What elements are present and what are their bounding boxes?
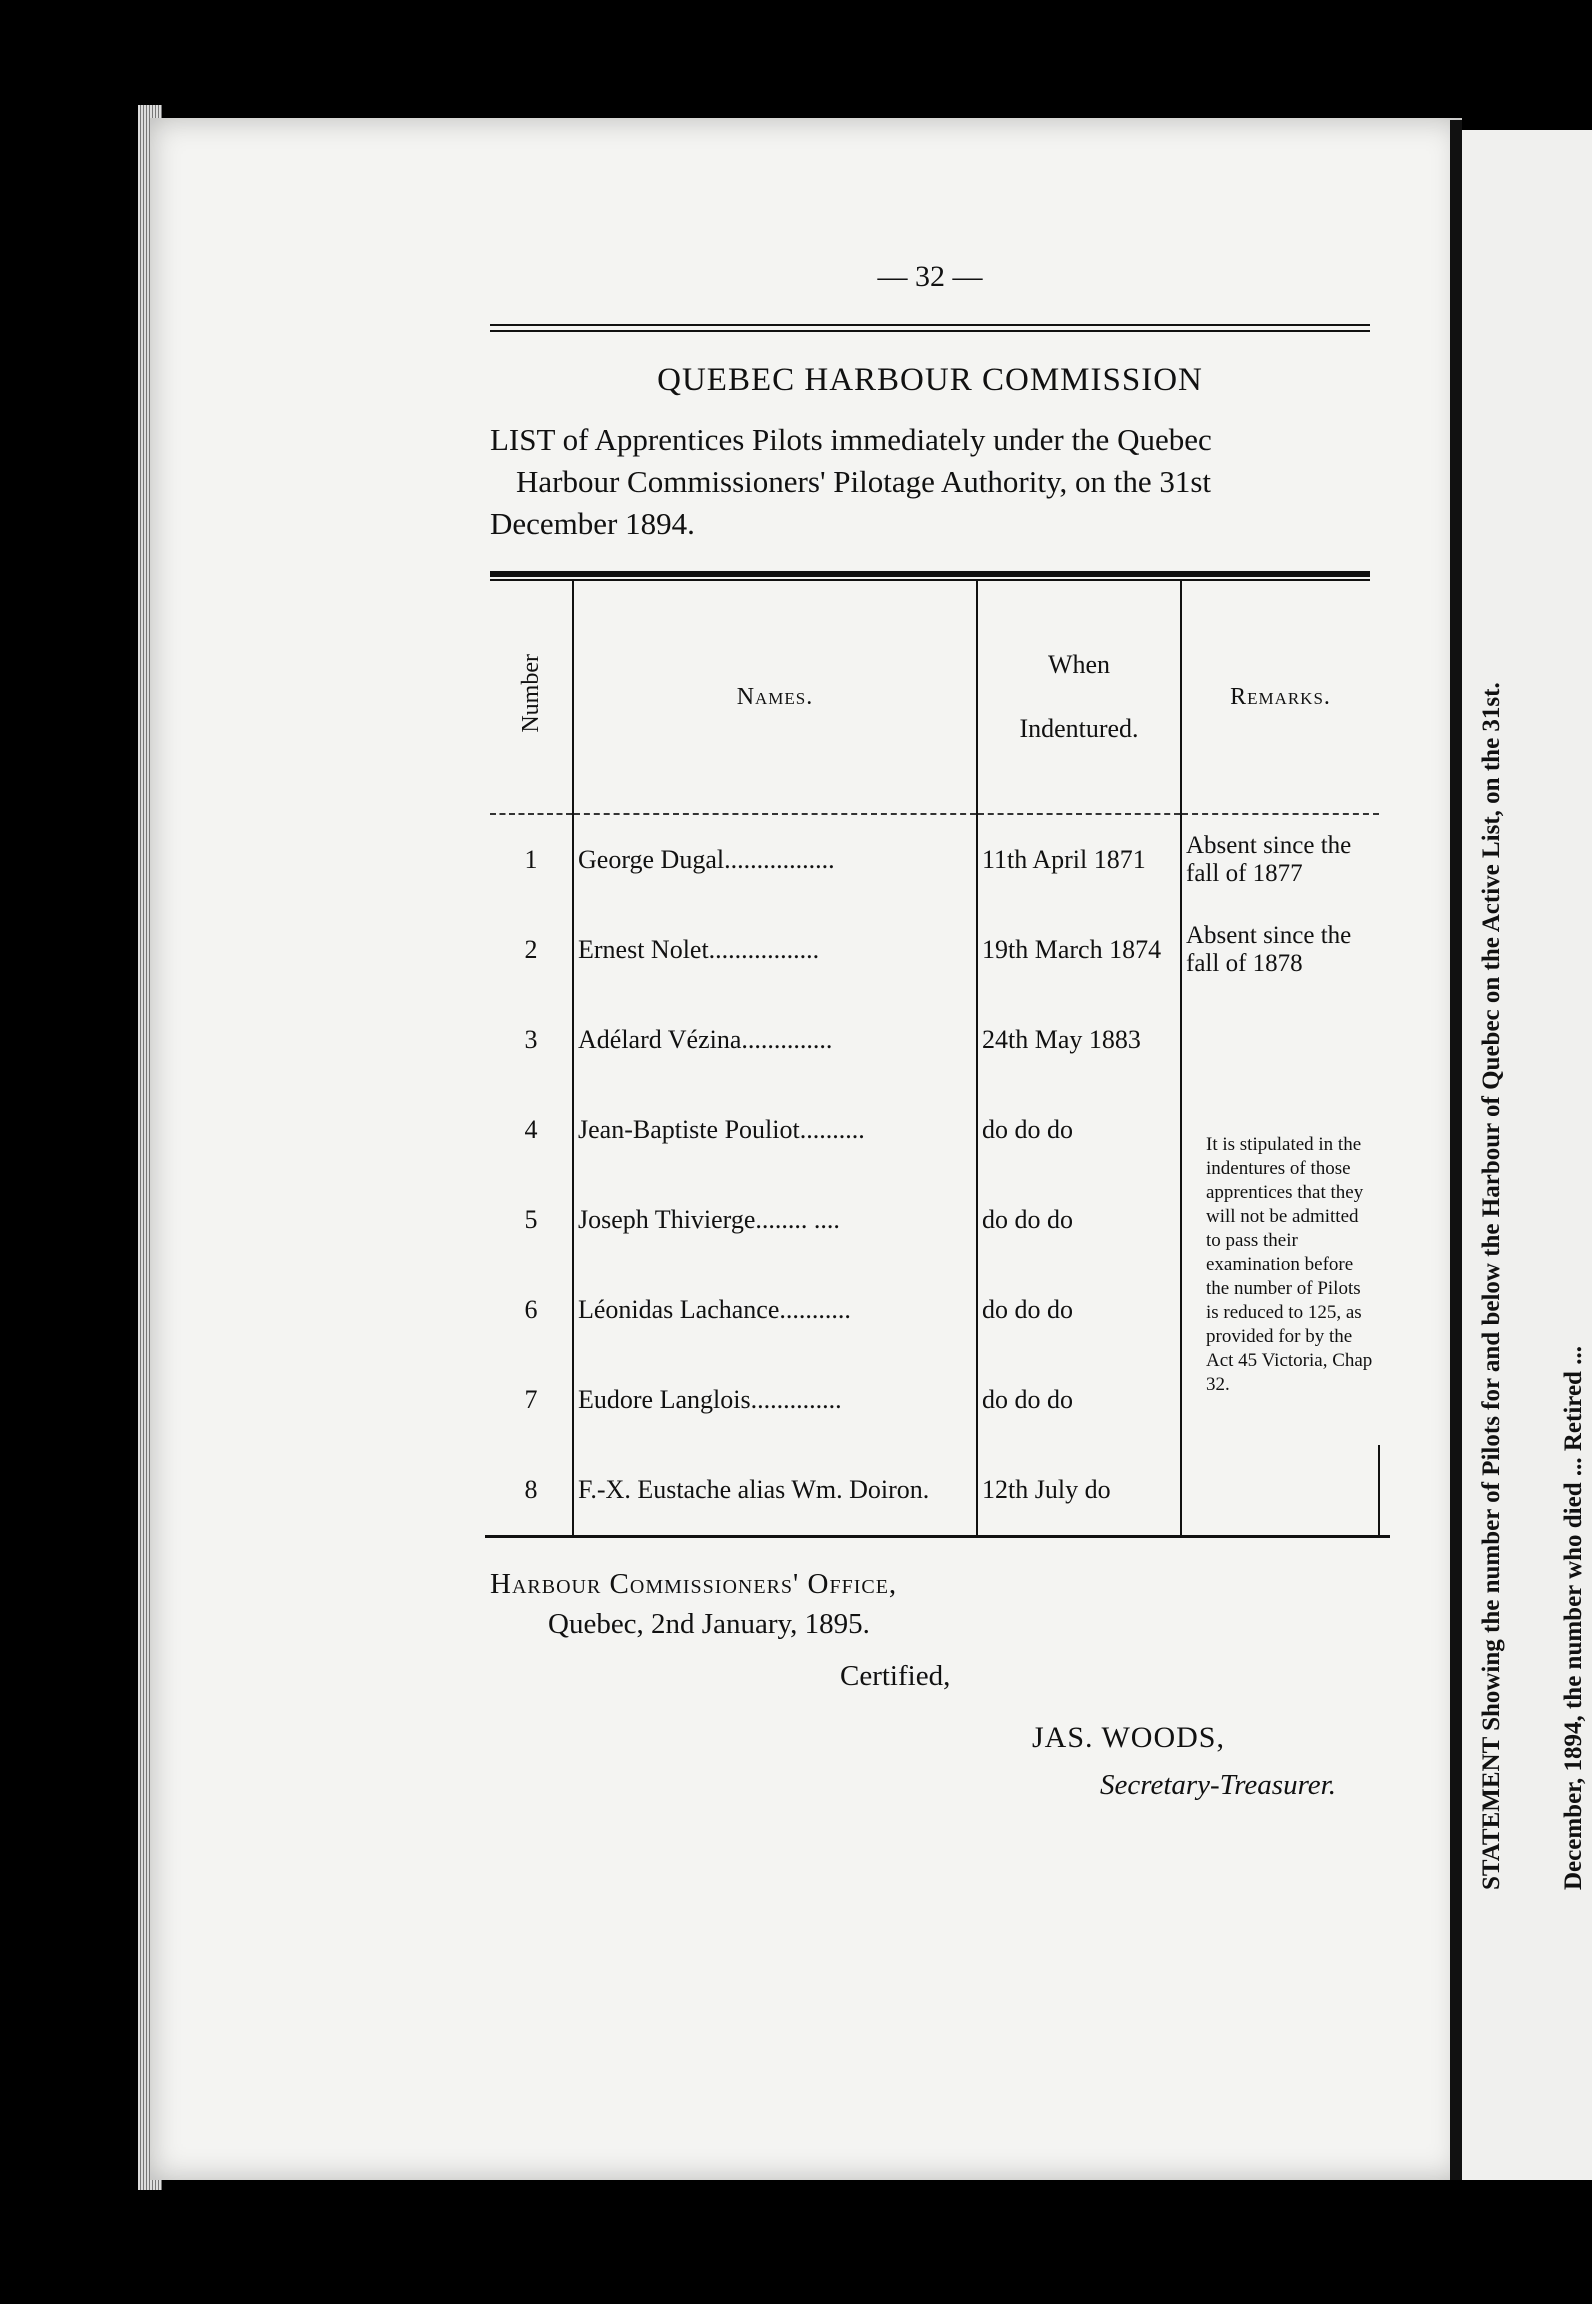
- row-when: 12th July do: [977, 1445, 1181, 1535]
- row-name: Eudore Langlois..............: [573, 1355, 977, 1445]
- table-header-row: [490, 581, 1385, 814]
- certified-text: Certified,: [840, 1660, 951, 1692]
- intro-line-3: December 1894.: [490, 506, 695, 541]
- intro-line-2: Harbour Commissioners' Pilotage Authority, on the 31st: [516, 464, 1212, 499]
- heavy-rule: [490, 571, 1370, 581]
- row-number: 8: [524, 1475, 538, 1504]
- row-when: do do do: [977, 1265, 1181, 1355]
- row-when: 19th March 1874: [977, 905, 1181, 995]
- row-when: do do do: [977, 1085, 1181, 1175]
- header-when-line2: Indentured.: [1019, 714, 1139, 743]
- row-name: Ernest Nolet.................: [573, 905, 977, 995]
- row-when: do do do: [977, 1175, 1181, 1265]
- row-number: 6: [524, 1295, 538, 1324]
- row-when: 11th April 1871: [977, 814, 1181, 905]
- row-number: 2: [524, 935, 538, 964]
- page-number: — 32 —: [877, 260, 983, 293]
- row-remark: Absent since the fall of 1878: [1181, 905, 1379, 995]
- header-when-line1: When: [1047, 650, 1111, 679]
- row-name: Adélard Vézina..............: [573, 995, 977, 1085]
- document-content: [490, 260, 1373, 1802]
- document-title: QUEBEC HARBOUR COMMISSION: [657, 362, 1203, 398]
- office-line-2: Quebec, 2nd January, 1895.: [548, 1608, 870, 1640]
- intro-line-1: LIST of Apprentices Pilots immediately under the Quebec: [490, 422, 1212, 457]
- header-number: Number: [490, 581, 573, 814]
- row-name: Joseph Thivierge........ ....: [573, 1175, 977, 1265]
- office-block: [490, 1564, 1370, 1644]
- table-bottom-rule: [485, 1535, 1390, 1538]
- apprentices-table: [490, 581, 1385, 1535]
- row-number: 7: [524, 1385, 538, 1414]
- header-names: Names.: [573, 581, 977, 814]
- table-row: [490, 814, 1385, 905]
- row-name: Jean-Baptiste Pouliot..........: [573, 1085, 977, 1175]
- row-when: 24th May 1883: [977, 995, 1181, 1085]
- row-number: 3: [524, 1025, 538, 1054]
- row-when: do do do: [977, 1355, 1181, 1445]
- side-statement-text: STATEMENT Showing the number of Pilots for and below the Harbour of Quebec on the Active List, on the 31st.: [1478, 682, 1505, 1890]
- table-row: [490, 905, 1385, 995]
- table-row: [490, 995, 1385, 1085]
- row-remark: Absent since the fall of 1877: [1181, 814, 1379, 905]
- bracket-note: It is stipulated in the indentures of those apprentices that they will not be admitted to pass their examination before the number of Pilots is reduced to 125, as provided for by the Act 45 Victoria, Chap 32.: [1181, 995, 1379, 1535]
- signatory-title: Secretary-Treasurer.: [1100, 1769, 1336, 1801]
- office-line-1: Harbour Commissioners' Office,: [490, 1568, 898, 1600]
- header-remarks: Remarks.: [1181, 581, 1379, 814]
- side-statement-text-2: December, 1894, the number who died ... Retired ...: [1560, 1346, 1587, 1890]
- row-name: Léonidas Lachance...........: [573, 1265, 977, 1355]
- header-when: [977, 581, 1181, 814]
- double-rule: [490, 324, 1370, 332]
- page-divider: [1450, 120, 1462, 2180]
- row-number: 4: [524, 1115, 538, 1144]
- signatory-name: JAS. WOODS,: [1032, 1721, 1225, 1754]
- row-number: 5: [524, 1205, 538, 1234]
- row-name: F.-X. Eustache alias Wm. Doiron.: [573, 1445, 977, 1535]
- intro-paragraph: [490, 419, 1370, 545]
- row-remark: [1379, 1445, 1385, 1535]
- row-name: George Dugal.................: [573, 814, 977, 905]
- row-number: 1: [524, 845, 538, 874]
